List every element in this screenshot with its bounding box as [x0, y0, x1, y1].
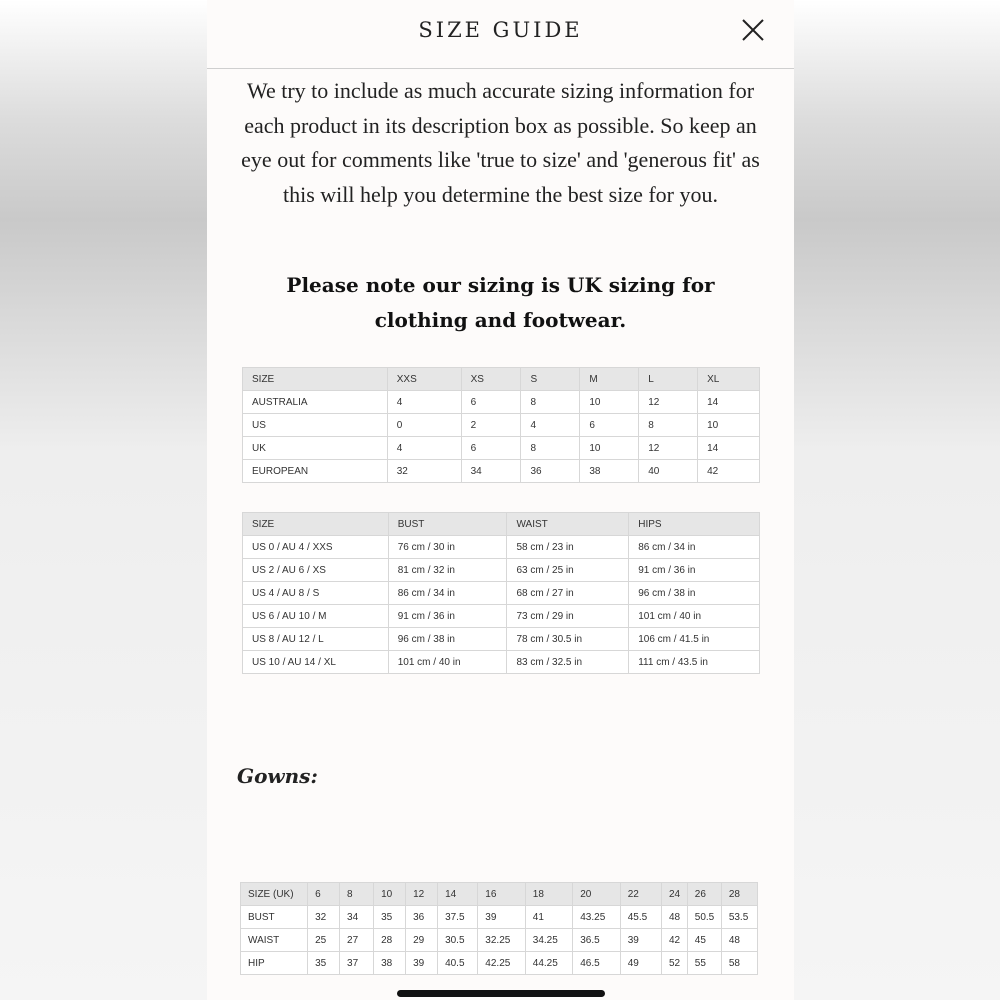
table-cell: 76 cm / 30 in — [388, 536, 507, 559]
table-header-row — [241, 883, 758, 906]
table-cell: 91 cm / 36 in — [388, 605, 507, 628]
table-cell: 4 — [387, 391, 461, 414]
header-cell: BUST — [388, 513, 507, 536]
table-cell: 12 — [639, 437, 698, 460]
table-cell: 36 — [521, 460, 580, 483]
table-cell: US 4 / AU 8 / S — [243, 582, 389, 605]
header-cell: 10 — [374, 883, 406, 906]
table-cell: 29 — [406, 929, 438, 952]
close-icon[interactable] — [741, 18, 765, 42]
table-cell: 86 cm / 34 in — [629, 536, 760, 559]
header-cell: S — [521, 368, 580, 391]
table-row — [241, 952, 758, 975]
table-cell: 44.25 — [525, 952, 572, 975]
table-cell: 52 — [661, 952, 687, 975]
header-cell: SIZE — [243, 513, 389, 536]
table-row — [243, 651, 760, 674]
table-cell: 8 — [521, 391, 580, 414]
table-cell: 63 cm / 25 in — [507, 559, 629, 582]
table-header-row — [243, 513, 760, 536]
table-cell: 101 cm / 40 in — [388, 651, 507, 674]
table-cell: 25 — [308, 929, 340, 952]
table-cell: 38 — [580, 460, 639, 483]
intro-text: We try to include as much accurate sizing information for each product in its description box as possible. So keep an eye out for comments like 'true to size' and 'generous fit' as this will help you determine the best size for you. — [241, 78, 760, 207]
table-cell: 58 — [721, 952, 757, 975]
table-cell: 73 cm / 29 in — [507, 605, 629, 628]
size-guide-panel[interactable] — [207, 0, 794, 1000]
table-cell: 35 — [308, 952, 340, 975]
table-cell: 81 cm / 32 in — [388, 559, 507, 582]
table-cell: 10 — [580, 391, 639, 414]
table-cell: 41 — [525, 906, 572, 929]
table-cell: 39 — [406, 952, 438, 975]
table-cell: 58 cm / 23 in — [507, 536, 629, 559]
table-cell: 10 — [698, 414, 760, 437]
table-cell: 96 cm / 38 in — [388, 628, 507, 651]
header-cell: XS — [461, 368, 521, 391]
table-cell: 30.5 — [438, 929, 478, 952]
table-row — [241, 929, 758, 952]
table-cell: 55 — [687, 952, 721, 975]
table-cell: 27 — [340, 929, 374, 952]
table-cell: 4 — [521, 414, 580, 437]
header-cell: SIZE (UK) — [241, 883, 308, 906]
gowns-heading: Gowns: — [237, 764, 318, 788]
table-cell: 40.5 — [438, 952, 478, 975]
header-cell: 12 — [406, 883, 438, 906]
table-cell: 10 — [580, 437, 639, 460]
table-cell: 34 — [340, 906, 374, 929]
sizing-note: Please note our sizing is UK sizing for clothing and footwear. — [286, 273, 715, 332]
table-cell: 32.25 — [478, 929, 525, 952]
table-cell: 39 — [478, 906, 525, 929]
modal-title: SIZE GUIDE — [418, 18, 583, 42]
table-cell: 39 — [620, 929, 661, 952]
table-cell: HIP — [241, 952, 308, 975]
table-cell: US 8 / AU 12 / L — [243, 628, 389, 651]
home-indicator[interactable] — [397, 990, 605, 997]
table-row — [243, 460, 760, 483]
table-cell: 86 cm / 34 in — [388, 582, 507, 605]
table-cell: 42.25 — [478, 952, 525, 975]
table-cell: US — [243, 414, 388, 437]
table-cell: 83 cm / 32.5 in — [507, 651, 629, 674]
table-row — [241, 906, 758, 929]
size-conversion-table — [242, 367, 760, 483]
header-cell: XL — [698, 368, 760, 391]
table-cell: 0 — [387, 414, 461, 437]
table-row — [243, 391, 760, 414]
table-cell: 34.25 — [525, 929, 572, 952]
table-cell: 32 — [308, 906, 340, 929]
table-cell: 91 cm / 36 in — [629, 559, 760, 582]
header-cell: XXS — [387, 368, 461, 391]
table-cell: 42 — [661, 929, 687, 952]
table-row — [243, 536, 760, 559]
table-cell: 111 cm / 43.5 in — [629, 651, 760, 674]
table-cell: 8 — [639, 414, 698, 437]
table-header-row — [243, 368, 760, 391]
header-cell: 26 — [687, 883, 721, 906]
table-cell: US 0 / AU 4 / XXS — [243, 536, 389, 559]
table-cell: 40 — [639, 460, 698, 483]
table-cell: 106 cm / 41.5 in — [629, 628, 760, 651]
table-cell: BUST — [241, 906, 308, 929]
table-cell: 32 — [387, 460, 461, 483]
header-cell: 28 — [721, 883, 757, 906]
table-row — [243, 414, 760, 437]
table-row — [243, 559, 760, 582]
table-row — [243, 582, 760, 605]
table-cell: 50.5 — [687, 906, 721, 929]
header-cell: 18 — [525, 883, 572, 906]
background-right — [793, 0, 1000, 1000]
header-cell: 20 — [573, 883, 620, 906]
header-cell: 8 — [340, 883, 374, 906]
header-cell: 22 — [620, 883, 661, 906]
table-cell: 37.5 — [438, 906, 478, 929]
table-cell: 36.5 — [573, 929, 620, 952]
table-cell: 38 — [374, 952, 406, 975]
background-left — [0, 0, 207, 1000]
table-cell: 48 — [721, 929, 757, 952]
header-cell: 14 — [438, 883, 478, 906]
table-cell: 68 cm / 27 in — [507, 582, 629, 605]
table-cell: 6 — [580, 414, 639, 437]
table-cell: 45 — [687, 929, 721, 952]
table-cell: WAIST — [241, 929, 308, 952]
table-cell: 49 — [620, 952, 661, 975]
table-cell: 101 cm / 40 in — [629, 605, 760, 628]
table-cell: US 10 / AU 14 / XL — [243, 651, 389, 674]
header-cell: 16 — [478, 883, 525, 906]
table-cell: 78 cm / 30.5 in — [507, 628, 629, 651]
table-cell: EUROPEAN — [243, 460, 388, 483]
header-cell: 24 — [661, 883, 687, 906]
table-cell: 4 — [387, 437, 461, 460]
table-cell: 96 cm / 38 in — [629, 582, 760, 605]
measurement-table — [242, 512, 760, 674]
table-cell: UK — [243, 437, 388, 460]
table-row — [243, 605, 760, 628]
modal-header — [207, 0, 794, 69]
table-cell: 2 — [461, 414, 521, 437]
header-cell: M — [580, 368, 639, 391]
table-cell: 6 — [461, 437, 521, 460]
table-cell: US 2 / AU 6 / XS — [243, 559, 389, 582]
table-cell: 28 — [374, 929, 406, 952]
table-cell: 35 — [374, 906, 406, 929]
table-cell: 34 — [461, 460, 521, 483]
gowns-size-table — [240, 882, 758, 975]
table-cell: 53.5 — [721, 906, 757, 929]
table-cell: AUSTRALIA — [243, 391, 388, 414]
table-cell: 36 — [406, 906, 438, 929]
table-cell: 46.5 — [573, 952, 620, 975]
header-cell: SIZE — [243, 368, 388, 391]
table-row — [243, 437, 760, 460]
table-row — [243, 628, 760, 651]
table-cell: 37 — [340, 952, 374, 975]
table-cell: US 6 / AU 10 / M — [243, 605, 389, 628]
table-cell: 12 — [639, 391, 698, 414]
table-cell: 45.5 — [620, 906, 661, 929]
header-cell: L — [639, 368, 698, 391]
header-cell: WAIST — [507, 513, 629, 536]
table-cell: 8 — [521, 437, 580, 460]
table-cell: 42 — [698, 460, 760, 483]
table-cell: 43.25 — [573, 906, 620, 929]
header-cell: HIPS — [629, 513, 760, 536]
table-cell: 6 — [461, 391, 521, 414]
header-cell: 6 — [308, 883, 340, 906]
table-cell: 14 — [698, 437, 760, 460]
table-cell: 14 — [698, 391, 760, 414]
table-cell: 48 — [661, 906, 687, 929]
